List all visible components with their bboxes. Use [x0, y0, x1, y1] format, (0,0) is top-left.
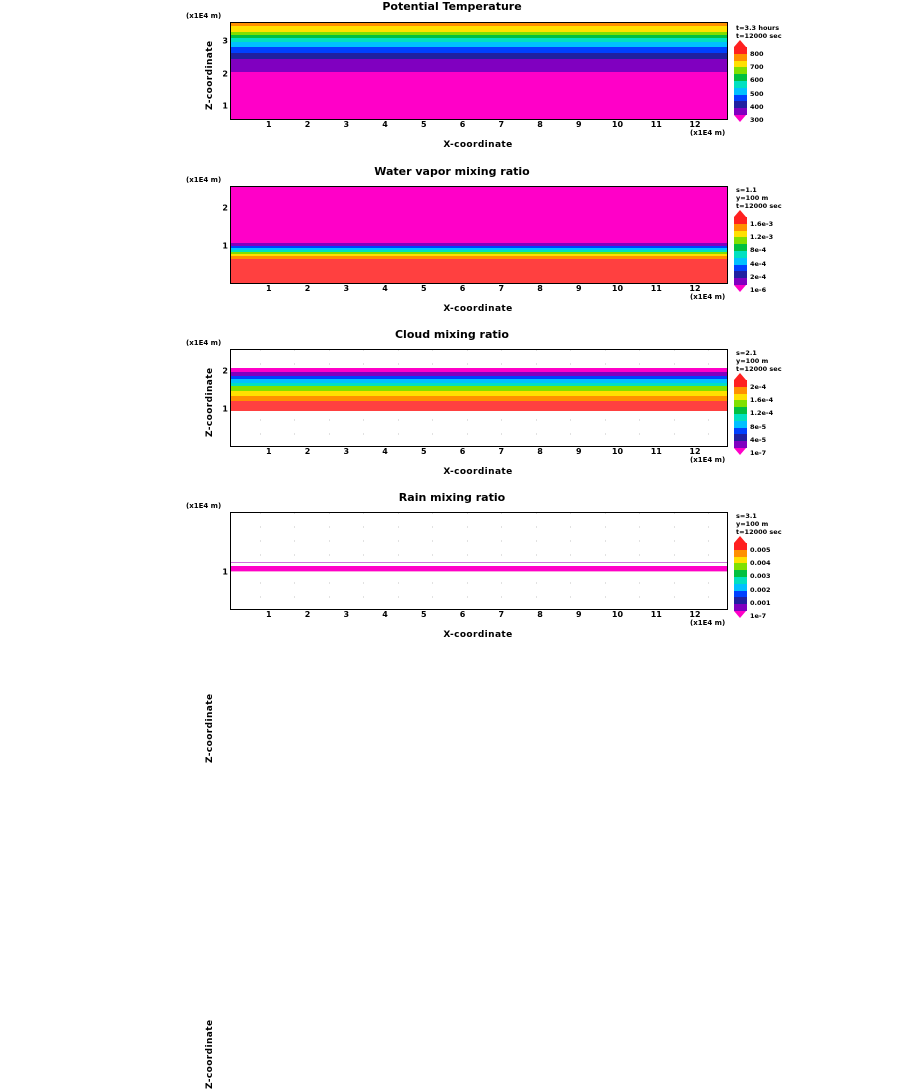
x-tick: 3	[343, 447, 350, 456]
contour-bands	[231, 23, 727, 119]
annotation-line: s=2.1	[736, 349, 757, 357]
annotation-line: t=12000 sec	[736, 528, 782, 536]
annotation-line: t=12000 sec	[736, 365, 782, 373]
colorbar-arrow-head	[734, 40, 746, 47]
x-tick: 8	[537, 610, 543, 619]
x-tick: 8	[537, 447, 543, 456]
x-tick: 11	[650, 610, 662, 619]
annotation-block	[736, 512, 782, 536]
annotation-block	[736, 186, 782, 210]
x-tick: 4	[382, 284, 388, 293]
colorbar-segment	[734, 394, 747, 401]
x-tick: 8	[537, 120, 543, 129]
colorbar-label: 2e-4	[750, 383, 767, 391]
contour-bands	[231, 350, 727, 446]
annotation-line: y=100 m	[736, 357, 769, 365]
contour-band	[231, 72, 727, 119]
colorbar-segment	[734, 74, 747, 81]
x-tick: 1	[266, 447, 272, 456]
x-tick: 7	[498, 447, 505, 456]
annotation-block	[736, 349, 782, 373]
colorbar-label: 2e-4	[750, 273, 767, 281]
colorbar-segment	[734, 584, 747, 591]
colorbar-segment	[734, 54, 747, 61]
colorbar-segment	[734, 414, 747, 421]
plot-area	[230, 349, 728, 447]
colorbar-segment	[734, 550, 747, 557]
x-tick: 3	[343, 610, 350, 619]
colorbar-label: 1e-7	[750, 449, 767, 457]
y-axis-label: Z-coordinate	[205, 1019, 215, 1089]
y-axis-unit: (x1E4 m)	[186, 12, 222, 20]
colorbar-segment	[734, 278, 747, 285]
x-tick: 4	[382, 447, 388, 456]
colorbar-arrow-tail	[734, 115, 746, 122]
x-tick: 12	[689, 120, 701, 129]
colorbar-label: 0.002	[750, 586, 771, 594]
x-tick: 11	[650, 120, 662, 129]
colorbar	[734, 373, 794, 455]
y-axis-ticks	[214, 512, 228, 608]
x-axis-unit: (x1E4 m)	[690, 129, 726, 137]
annotation-line: s=3.1	[736, 512, 757, 520]
colorbar-label: 0.005	[750, 546, 771, 554]
x-tick: 2	[304, 447, 311, 456]
colorbar-body	[734, 543, 747, 611]
colorbar-segment	[734, 434, 747, 441]
y-axis-label: Z-coordinate	[205, 693, 215, 763]
y-axis-unit: (x1E4 m)	[186, 339, 222, 347]
x-tick: 4	[382, 120, 388, 129]
x-axis-label: X-coordinate	[443, 630, 513, 640]
colorbar-segment	[734, 231, 747, 238]
x-tick: 10	[611, 610, 624, 619]
contour-band	[231, 59, 727, 72]
colorbar-segment	[734, 557, 747, 564]
x-axis-ticks	[230, 120, 726, 130]
colorbar-segment	[734, 108, 747, 115]
colorbar-segment	[734, 81, 747, 88]
y-axis-ticks	[214, 349, 228, 445]
colorbar-label: 600	[750, 76, 764, 84]
colorbar-segment	[734, 604, 747, 611]
x-tick: 2	[304, 610, 311, 619]
annotation-line: y=100 m	[736, 194, 769, 202]
panel-rain-mixing-ratio	[0, 488, 904, 1089]
colorbar-arrow-head	[734, 536, 746, 543]
x-tick: 5	[421, 447, 427, 456]
y-tick: 1	[222, 404, 228, 414]
x-axis-label: X-coordinate	[443, 304, 513, 314]
y-tick: 2	[222, 366, 228, 376]
colorbar-segment	[734, 441, 747, 448]
colorbar-label: 500	[750, 90, 764, 98]
contour-band	[231, 401, 727, 411]
x-tick: 12	[689, 447, 701, 456]
colorbar	[734, 536, 794, 618]
colorbar	[734, 40, 794, 122]
chart-title: Rain mixing ratio	[398, 491, 506, 504]
contour-band	[231, 259, 727, 283]
x-tick: 8	[537, 284, 543, 293]
contour-bands	[231, 513, 727, 609]
colorbar-label: 4e-5	[750, 436, 767, 444]
colorbar-label: 700	[750, 63, 764, 71]
y-tick: 3	[222, 36, 228, 46]
x-tick: 1	[266, 610, 272, 619]
colorbar-segment	[734, 237, 747, 244]
y-tick: 2	[222, 203, 228, 213]
colorbar-segment	[734, 543, 747, 550]
y-axis-unit: (x1E4 m)	[186, 502, 222, 510]
x-axis-label: X-coordinate	[443, 467, 513, 477]
x-tick: 2	[304, 284, 311, 293]
colorbar-segment	[734, 61, 747, 68]
annotation-time	[736, 24, 782, 40]
colorbar-label: 8e-4	[750, 246, 767, 254]
colorbar-label: 400	[750, 103, 764, 111]
colorbar-label: 4e-4	[750, 260, 767, 268]
annotation-line: t=3.3 hours	[736, 24, 780, 32]
plot-area	[230, 22, 728, 120]
y-axis-label: Z-coordinate	[205, 367, 215, 437]
x-axis-ticks	[230, 447, 726, 457]
x-tick: 5	[421, 120, 427, 129]
x-tick: 7	[498, 610, 505, 619]
x-tick: 6	[459, 284, 466, 293]
x-tick: 2	[304, 120, 311, 129]
colorbar-arrow-tail	[734, 448, 746, 455]
x-tick: 6	[459, 120, 466, 129]
y-axis-ticks	[214, 22, 228, 118]
y-tick: 1	[222, 241, 228, 251]
colorbar-segment	[734, 217, 747, 224]
plot-area	[230, 186, 728, 284]
annotation-line: s=1.1	[736, 186, 757, 194]
colorbar-segment	[734, 67, 747, 74]
colorbar-label: 1.2e-4	[750, 409, 774, 417]
x-tick: 1	[266, 284, 272, 293]
y-tick: 1	[222, 101, 228, 111]
x-axis-ticks	[230, 284, 726, 294]
x-tick: 10	[611, 120, 624, 129]
x-axis-ticks	[230, 610, 726, 620]
x-tick: 9	[576, 447, 582, 456]
colorbar-segment	[734, 400, 747, 407]
x-tick: 6	[459, 447, 466, 456]
colorbar-arrow-tail	[734, 611, 746, 618]
x-tick: 5	[421, 610, 427, 619]
annotation-line: y=100 m	[736, 520, 769, 528]
x-axis-unit: (x1E4 m)	[690, 293, 726, 301]
chart-title: Cloud mixing ratio	[394, 328, 509, 341]
x-axis-unit: (x1E4 m)	[690, 619, 726, 627]
colorbar-arrow-head	[734, 373, 746, 380]
y-axis-unit: (x1E4 m)	[186, 176, 222, 184]
colorbar-body	[734, 217, 747, 285]
x-tick: 1	[266, 120, 272, 129]
colorbar-body	[734, 380, 747, 448]
x-tick: 12	[689, 284, 701, 293]
x-tick: 6	[459, 610, 466, 619]
contour-band	[231, 571, 727, 572]
colorbar-label: 1.6e-3	[750, 220, 774, 228]
colorbar-label: 800	[750, 50, 764, 58]
colorbar-segment	[734, 265, 747, 272]
colorbar-arrow-head	[734, 210, 746, 217]
colorbar-segment	[734, 47, 747, 54]
panel-potential-temperature	[0, 0, 904, 160]
colorbar-label: 0.001	[750, 599, 771, 607]
colorbar-label: 1.2e-3	[750, 233, 774, 241]
x-tick: 3	[343, 120, 350, 129]
x-tick: 7	[498, 120, 505, 129]
y-axis-ticks	[214, 186, 228, 282]
colorbar-label: 0.004	[750, 559, 771, 567]
x-tick: 3	[343, 284, 350, 293]
colorbar-segment	[734, 387, 747, 394]
contour-bands	[231, 187, 727, 283]
colorbar-segment	[734, 224, 747, 231]
colorbar-arrow-tail	[734, 285, 746, 292]
x-tick: 10	[611, 284, 624, 293]
x-tick: 10	[611, 447, 624, 456]
x-axis-label: X-coordinate	[443, 140, 513, 150]
colorbar-label: 1e-7	[750, 612, 767, 620]
x-tick: 4	[382, 610, 388, 619]
colorbar-segment	[734, 570, 747, 577]
contour-band	[231, 187, 727, 243]
chart-title: Water vapor mixing ratio	[374, 165, 530, 178]
x-tick: 9	[576, 120, 582, 129]
y-tick: 2	[222, 69, 228, 79]
colorbar-label: 1e-6	[750, 286, 767, 294]
x-tick: 9	[576, 284, 582, 293]
x-tick: 11	[650, 447, 662, 456]
x-tick: 11	[650, 284, 662, 293]
x-tick: 5	[421, 284, 427, 293]
chart-title: Potential Temperature	[382, 0, 522, 13]
colorbar-segment	[734, 95, 747, 102]
colorbar-segment	[734, 258, 747, 265]
x-tick: 7	[498, 284, 505, 293]
y-tick: 1	[222, 567, 228, 577]
colorbar-segment	[734, 101, 747, 108]
colorbar-segment	[734, 591, 747, 598]
colorbar	[734, 210, 794, 292]
x-axis-unit: (x1E4 m)	[690, 456, 726, 464]
colorbar-segment	[734, 563, 747, 570]
colorbar-label: 1.6e-4	[750, 396, 774, 404]
colorbar-label: 0.003	[750, 572, 771, 580]
contour-band	[231, 562, 727, 563]
annotation-line: t=12000 sec	[736, 202, 782, 210]
x-tick: 9	[576, 610, 582, 619]
colorbar-body	[734, 47, 747, 115]
colorbar-segment	[734, 251, 747, 258]
y-axis-label: Z-coordinate	[205, 40, 215, 110]
plot-area	[230, 512, 728, 610]
colorbar-segment	[734, 421, 747, 428]
colorbar-segment	[734, 428, 747, 435]
colorbar-segment	[734, 271, 747, 278]
colorbar-segment	[734, 88, 747, 95]
colorbar-segment	[734, 244, 747, 251]
colorbar-label: 8e-5	[750, 423, 767, 431]
colorbar-segment	[734, 380, 747, 387]
colorbar-segment	[734, 407, 747, 414]
colorbar-label: 300	[750, 116, 764, 124]
annotation-line: t=12000 sec	[736, 32, 782, 40]
x-tick: 12	[689, 610, 701, 619]
colorbar-segment	[734, 577, 747, 584]
colorbar-segment	[734, 597, 747, 604]
